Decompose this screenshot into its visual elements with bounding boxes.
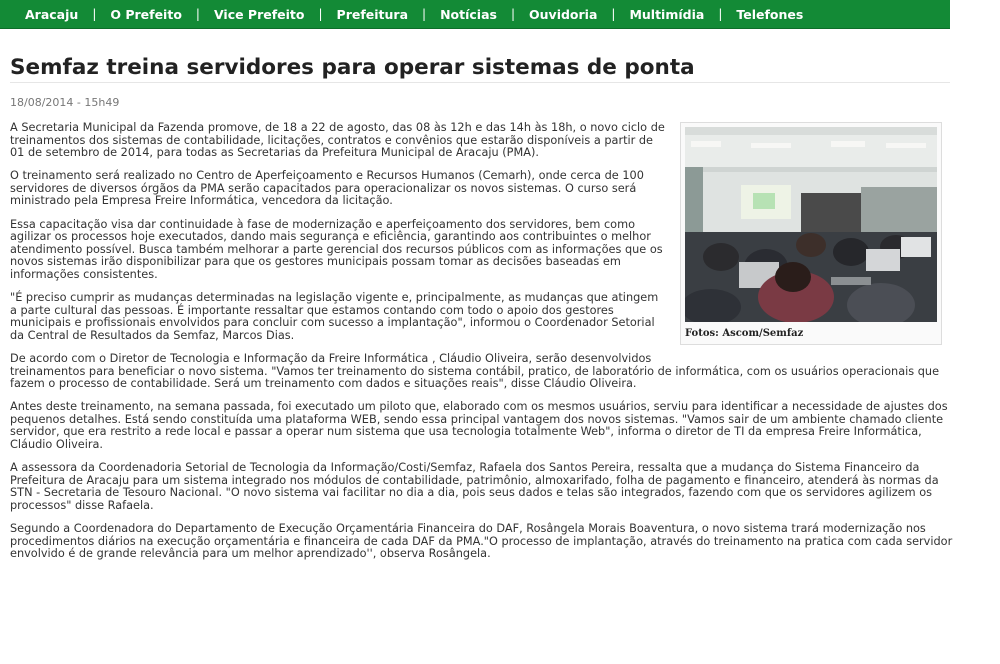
nav-link-multimidia[interactable]: Multimídia [629, 6, 705, 22]
training-room-photo[interactable] [685, 127, 937, 322]
nav-separator: | [510, 7, 516, 21]
nav-link-ouvidoria[interactable]: Ouvidoria [529, 6, 598, 22]
article-title: Semfaz treina servidores para operar sistemas de ponta [10, 55, 695, 80]
nav-link-prefeitura[interactable]: Prefeitura [336, 6, 409, 22]
article-paragraph: Segundo a Coordenadora do Departamento de Execução Orçamentária Financeira do DAF, Rosângela Morais Boaventura, o novo sistema trará modernização nos procedimentos diários na execução orçamentária e financeira de cada DAF da PMA."O processo de implantação, através do treinamento na pratica com cada servidor envolvido é de grande relevância para um melhor aprendizado'', observa Rosângela. [10, 521, 953, 561]
nav-separator: | [195, 7, 200, 21]
nav-link-o-prefeito[interactable]: O Prefeito [110, 6, 182, 22]
article-paragraph: Essa capacitação visa dar continuidade à fase de modernização e aperfeiçoamento dos servidores, bem como agilizar os processos hoje executados, dando mais segurança e eficiência, garantindo aos contribuintes o melhor atendimento possível. Busca também melhorar a parte gerencial dos recursos públicos com as informações que os novos sistemas irão disponibilizar para que os gestores municipais possam tomar as decisões baseadas em informações consistentes. [10, 217, 663, 281]
nav-link-vice-prefeito[interactable]: Vice Prefeito [213, 6, 305, 22]
article-body [10, 122, 955, 571]
nav-separator: | [422, 7, 427, 21]
article-paragraph: De acordo com o Diretor de Tecnologia e Informação da Freire Informática , Cláudio Oliveira, serão desenvolvidos treinamentos para beneficiar o novo sistema. "Vamos ter treinamento do sistema contábil, pratico, de laboratório de informática, com os usuários operacionais que fazem o processo de contabilidade. Será um treinamento com dados e situações reais", disse Cláudio Oliveira. [10, 351, 940, 391]
title-divider [10, 82, 950, 83]
article-paragraph: A assessora da Coordenadoria Setorial de Tecnologia da Informação/Costi/Semfaz, Rafaela dos Santos Pereira, ressalta que a mudança do Sistema Financeiro da Prefeitura de Aracaju para um sistema integrado nos módulos de contabilidade, patrimônio, almoxarifado, folha de pagamento e financeiro, atenderá às normas da STN - Secretaria de Tesouro Nacional. "O novo sistema vai facilitar no dia a dia, pois seus dados e telas são integrados, fazendo com que os servidores agilizem os processos" disse Rafaela. [10, 461, 939, 512]
article-paragraph: Antes deste treinamento, na semana passada, foi executado um piloto que, elaborado com os mesmos usuários, serviu para identificar a necessidade de ajustes dos pequenos detalhes. Está sendo constituída uma plataforma WEB, sendo essa principal vantagem dos novos sistemas. "Vamos sair de um ambiente chamado cliente servidor, que era restrito a rede local e passar a operar num sistema que usa tecnologia totalmente Web", informa o diretor de TI da empresa Freire Informática, Cláudio Oliveira. [10, 400, 948, 451]
photo-caption: Fotos: Ascom/Semfaz [685, 328, 804, 339]
nav-link-aracaju[interactable]: Aracaju [25, 6, 79, 22]
article-photo-figure [680, 122, 942, 345]
nav-separator: | [611, 7, 616, 21]
article-paragraph: O treinamento será realizado no Centro de Aperfeiçoamento e Recursos Humanos (Cemarh), onde cerca de 100 servidores de diversos órgãos da PMA serão capacitados para operacionalizar os novos sistemas. O curso será ministrado pela Empresa Freire Informática, vencedora da licitação. [10, 169, 644, 208]
top-navigation-bar [0, 0, 950, 29]
nav-link-telefones[interactable]: Telefones [736, 6, 804, 22]
nav-link-noticias[interactable]: Notícias [440, 6, 497, 22]
article-paragraph: A Secretaria Municipal da Fazenda promove, de 18 a 22 de agosto, das 08 às 12h e das 14h às 18h, o novo ciclo de treinamentos dos sistemas de contabilidade, licitações, contratos e convênios que estarão disponíveis a partir de 01 de setembro de 2014, para todas as Secretarias da Prefeitura Municipal de Aracaju (PMA). [10, 121, 665, 160]
article-paragraph: "É preciso cumprir as mudanças determinadas na legislação vigente e, principalmente, as mudanças que atingem a parte cultural das pessoas. É importante ressaltar que estamos contando com todo o apoio dos gestores municipais e profissionais envolvidos para concluir com sucesso a implantação", informou o Coordenador Setorial da Central de Resultados da Semfaz, Marcos Dias. [10, 291, 659, 342]
nav-separator: | [92, 7, 97, 21]
article-date: 18/08/2014 - 15h49 [10, 96, 120, 109]
nav-separator: | [718, 7, 723, 21]
nav-separator: | [318, 7, 323, 21]
